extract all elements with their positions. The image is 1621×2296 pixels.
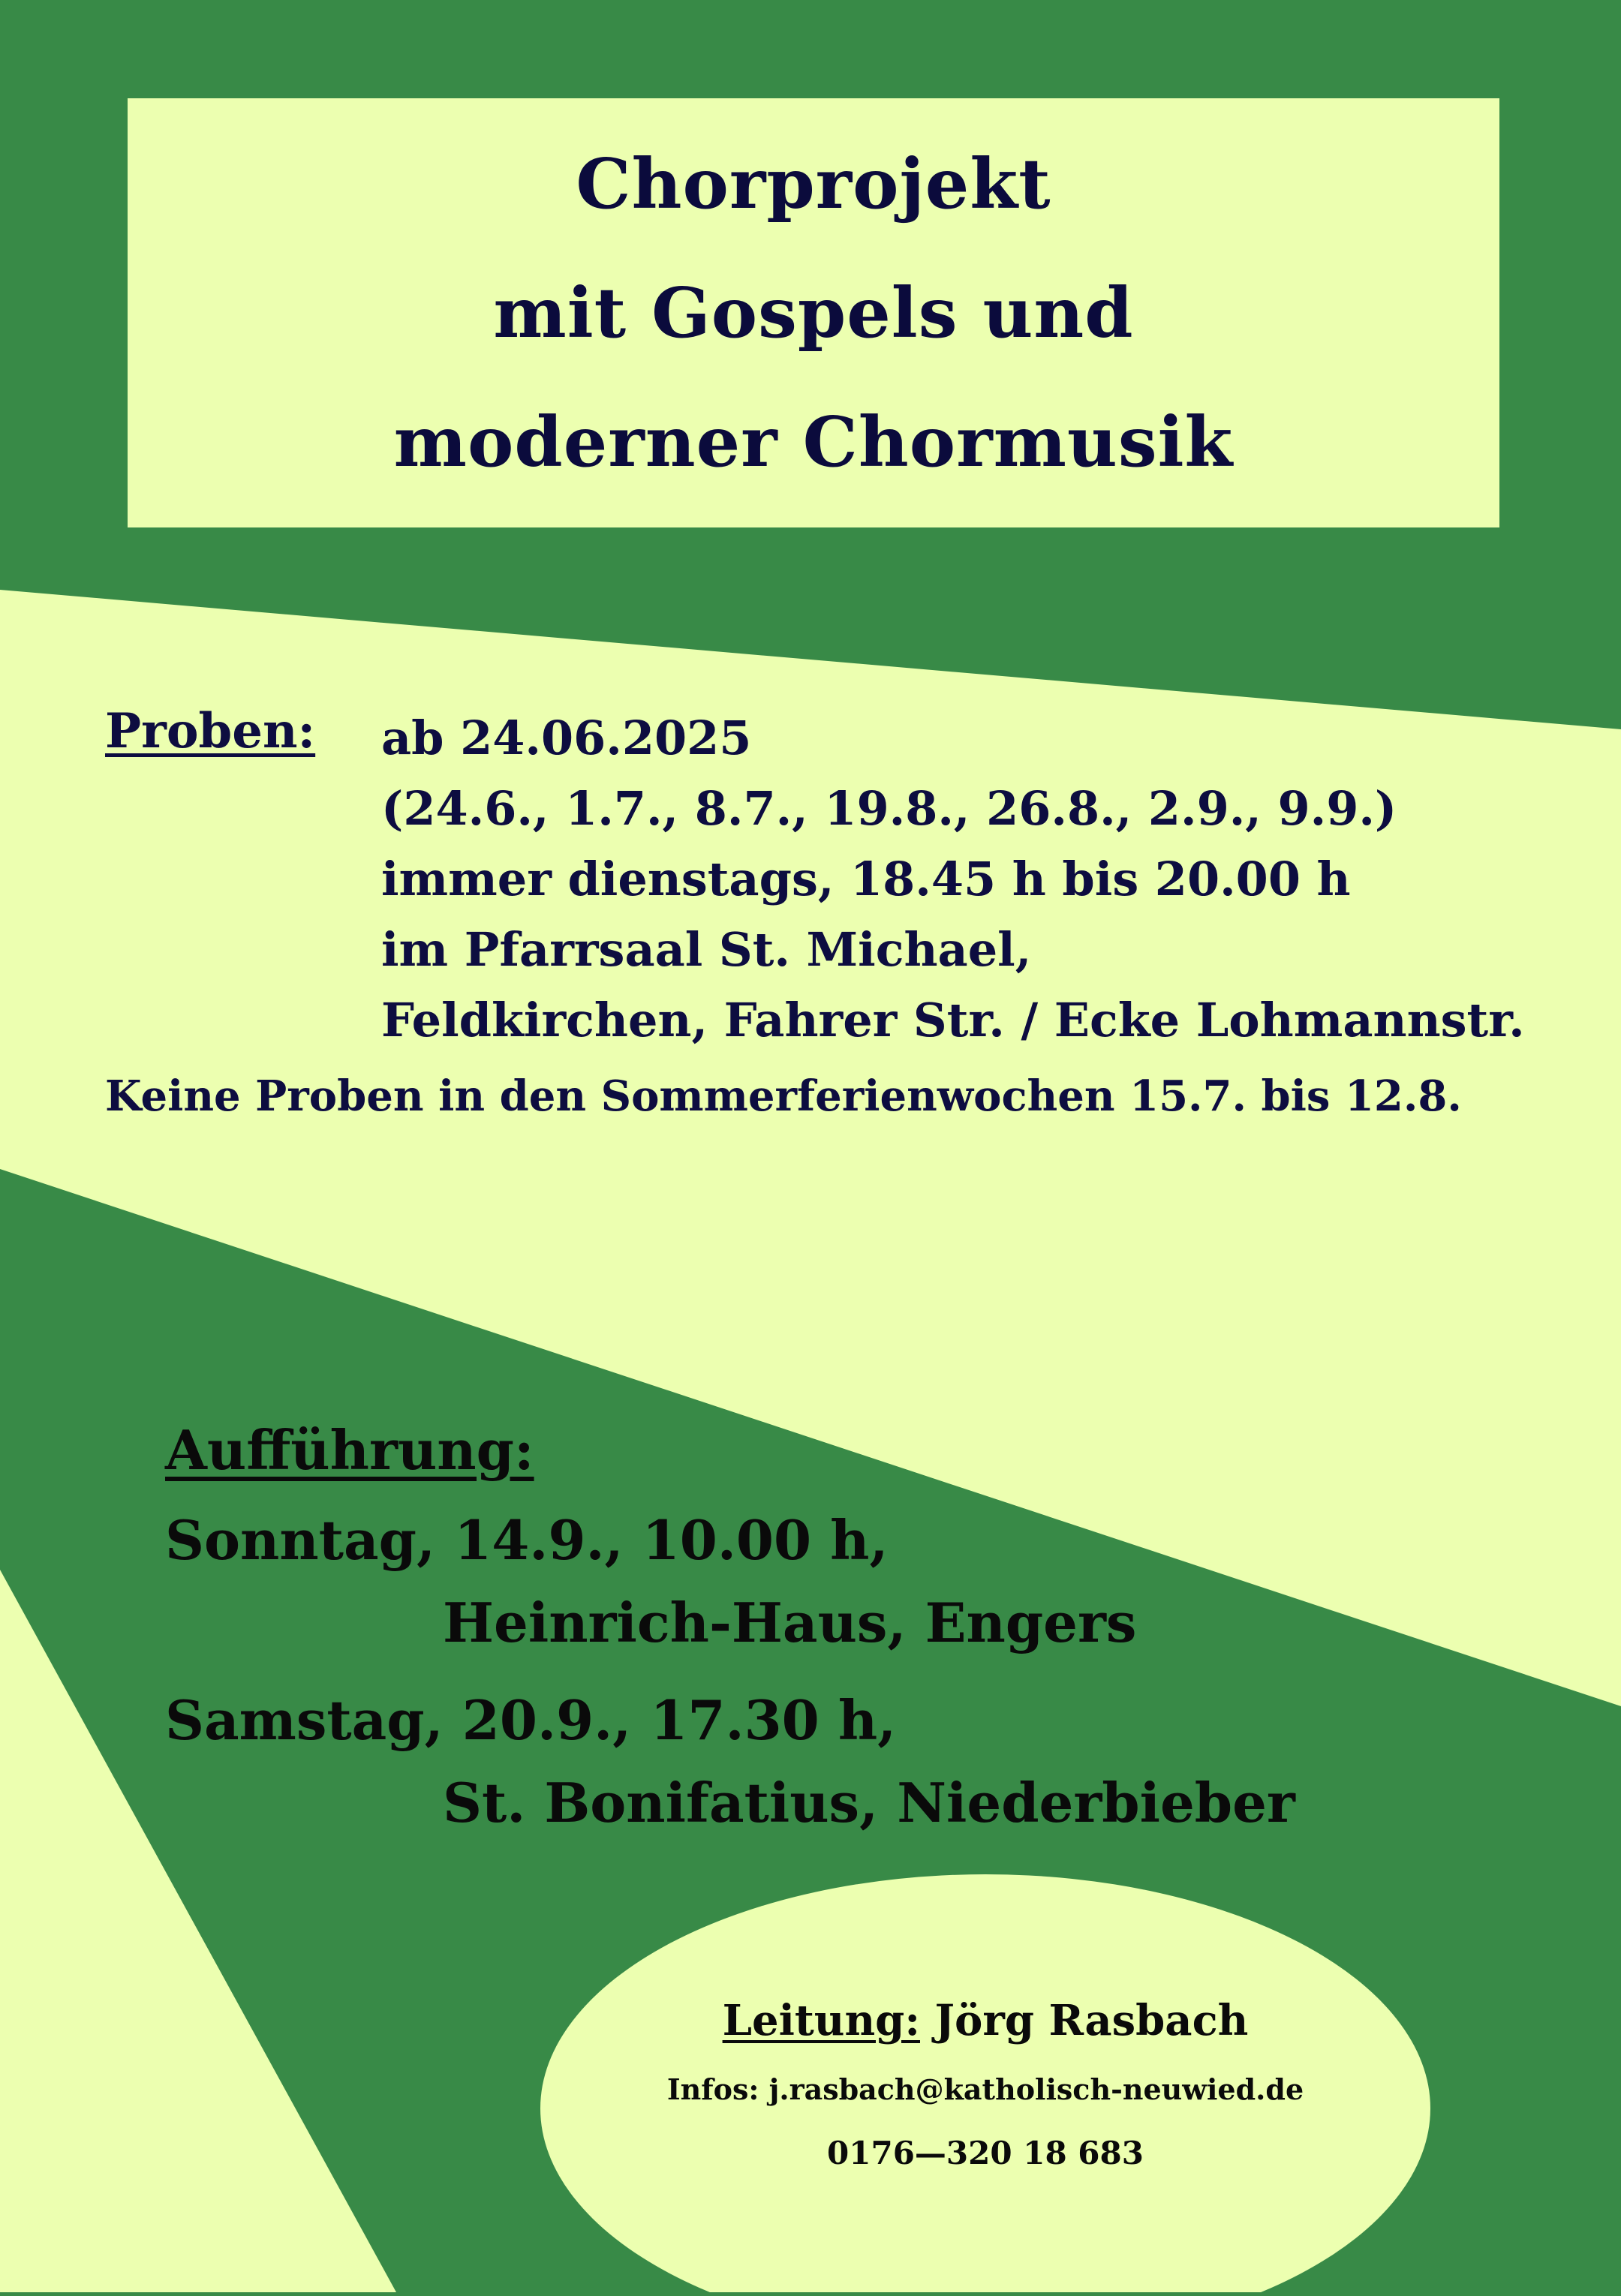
auffuehrung-label: Aufführung:: [165, 1418, 534, 1482]
title-line-1: Chorprojekt: [576, 143, 1051, 224]
proben-start-date: ab 24.06.2025: [381, 711, 752, 765]
title-box: [128, 98, 1499, 527]
proben-venue: im Pfarrsaal St. Michael,: [381, 922, 1032, 977]
proben-time: immer dienstags, 18.45 h bis 20.00 h: [381, 852, 1351, 906]
title-line-2: mit Gospels und: [493, 272, 1134, 353]
leitung-name: Jörg Rasbach: [920, 1996, 1249, 2045]
contact-phone: 0176—320 18 683: [827, 2135, 1144, 2171]
event-2-where: St. Bonifatius, Niederbieber: [443, 1771, 1295, 1835]
title-line-3: moderner Chormusik: [393, 401, 1234, 482]
contact-block: [540, 1876, 1430, 2296]
event-2-when: Samstag, 20.9., 17.30 h,: [165, 1688, 897, 1752]
proben-address: Feldkirchen, Fahrer Str. / Ecke Lohmannstr.: [381, 993, 1525, 1047]
proben-label: Proben:: [105, 703, 316, 759]
leitung-label: Leitung:: [722, 1996, 920, 2045]
proben-date-list: (24.6., 1.7., 8.7., 19.8., 26.8., 2.9., 9.9.): [381, 781, 1397, 836]
proben-details: [381, 703, 1525, 1056]
contact-email: Infos: j.rasbach@katholisch-neuwied.de: [666, 2072, 1304, 2106]
leitung-line: [723, 1996, 1249, 2045]
event-1-where: Heinrich-Haus, Engers: [443, 1591, 1137, 1654]
event-1-when: Sonntag, 14.9., 10.00 h,: [165, 1508, 889, 1572]
proben-holiday-note: Keine Proben in den Sommerferienwochen 15.7. bis 12.8.: [105, 1071, 1462, 1121]
